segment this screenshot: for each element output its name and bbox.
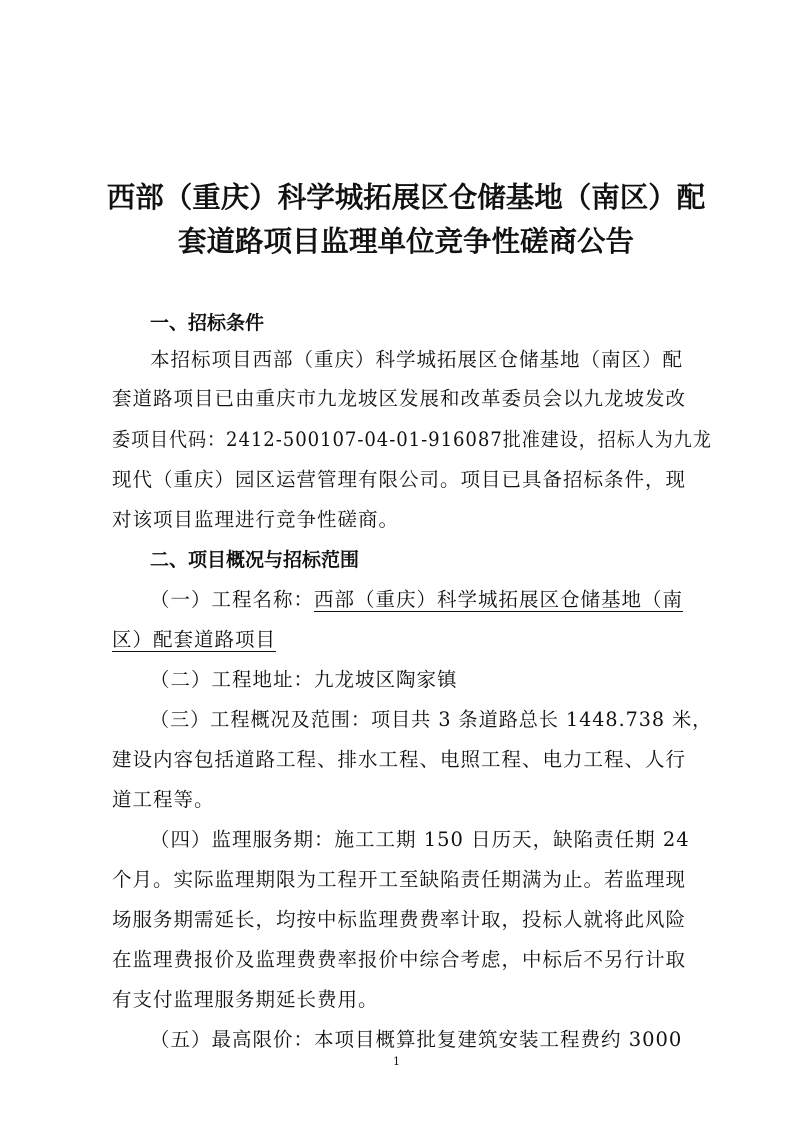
section-heading-bidding-conditions: 一、招标条件 <box>150 312 265 334</box>
paragraph-line: 道工程等。 <box>112 788 215 811</box>
project-name-value-continued: 区）配套道路项目 <box>112 628 277 651</box>
paragraph-line: 本招标项目西部（重庆）科学城拓展区仓储基地（南区）配 <box>150 348 684 371</box>
paragraph-line: 个月。实际监理期限为工程开工至缺陷责任期满为止。若监理现 <box>112 868 687 891</box>
document-title-line-1: 西部（重庆）科学城拓展区仓储基地（南区）配 <box>106 181 706 214</box>
paragraph-line: 现代（重庆）园区运营管理有限公司。项目已具备招标条件，现 <box>112 468 687 491</box>
project-name-label: （一）工程名称： <box>150 588 315 611</box>
project-name-value: 西部（重庆）科学城拓展区仓储基地（南 <box>314 588 684 611</box>
project-address-line: （二）工程地址：九龙坡区陶家镇 <box>150 668 458 691</box>
paragraph-line: （四）监理服务期：施工工期 150 日历天，缺陷责任期 24 <box>150 828 690 851</box>
paragraph-line: （五）最高限价：本项目概算批复建筑安装工程费约 3000 <box>150 1028 683 1051</box>
paragraph-line: 在监理费报价及监理费费率报价中综合考虑，中标后不另行计取 <box>112 948 687 971</box>
paragraph-line: 建设内容包括道路工程、排水工程、电照工程、电力工程、人行 <box>112 748 687 771</box>
document-title-line-2: 套道路项目监理单位竞争性磋商公告 <box>177 225 634 258</box>
page-number: 1 <box>393 1055 400 1068</box>
paragraph-line: 套道路项目已由重庆市九龙坡区发展和改革委员会以九龙坡发改 <box>112 387 687 410</box>
paragraph-line: 场服务期需延长，均按中标监理费费率计取，投标人就将此风险 <box>112 908 687 931</box>
paragraph-line: （三）工程概况及范围：项目共 3 条道路总长 1448.738 米， <box>150 708 713 731</box>
project-name-line <box>150 586 683 614</box>
project-name-continuation <box>112 626 276 654</box>
paragraph-line: 对该项目监理进行竞争性磋商。 <box>112 508 400 531</box>
paragraph-line: 有支付监理服务期延长费用。 <box>112 988 379 1011</box>
section-heading-project-overview: 二、项目概况与招标范围 <box>150 549 360 571</box>
paragraph-line: 委项目代码：2412-500107-04-01-916087批准建设，招标人为九龙 <box>112 428 712 451</box>
